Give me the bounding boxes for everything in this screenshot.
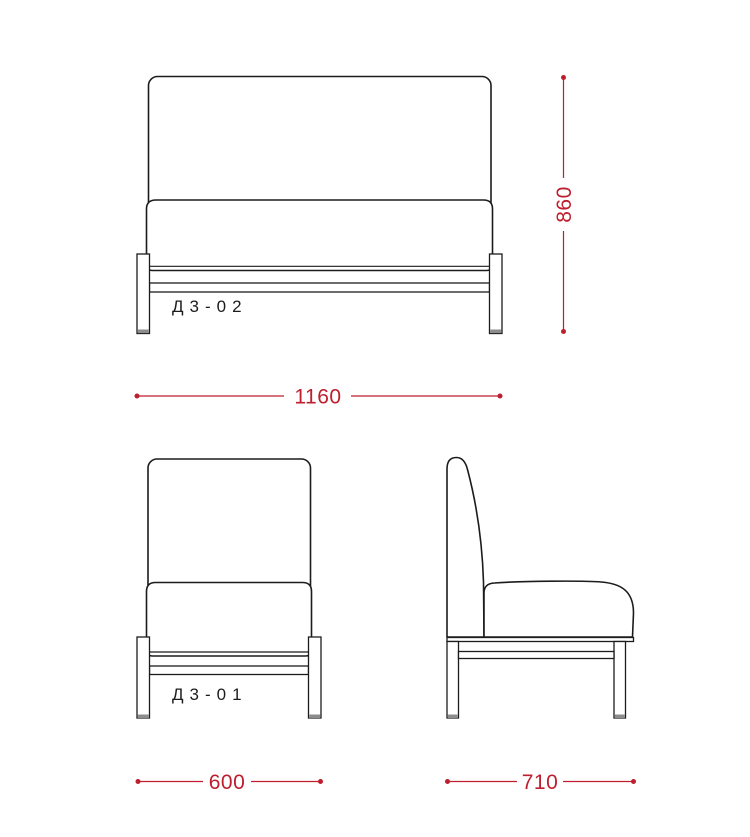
- chair-leg-right: [309, 637, 322, 718]
- sofa-width-value: 1160: [294, 385, 342, 409]
- dimension-overall-height: [550, 75, 577, 334]
- side-seat-cushion: [484, 581, 634, 637]
- depth-value: 710: [521, 771, 559, 794]
- overall-height-value: 860: [553, 186, 576, 223]
- chair-foot-right: [309, 715, 320, 719]
- dimension-endpoint-dot: [561, 75, 566, 80]
- chair-front-view: [137, 459, 321, 718]
- sofa-front-view: [137, 77, 502, 334]
- side-foot-rear: [615, 715, 625, 719]
- chair-foot-left: [138, 715, 149, 719]
- chair-width-value: 600: [208, 771, 246, 794]
- chair-model-label: Д3-01: [172, 685, 248, 704]
- sofa-foot-right: [490, 330, 501, 334]
- side-foot-front: [448, 715, 458, 719]
- chair-backrest: [148, 459, 311, 601]
- dimension-sofa-width: [135, 383, 503, 409]
- dimension-endpoint-dot: [561, 329, 566, 334]
- sofa-model-label: Д3-02: [172, 297, 248, 316]
- sofa-frame-crossbar: [150, 283, 490, 292]
- dimension-endpoint-dot: [631, 779, 636, 784]
- dimension-depth: [445, 769, 636, 794]
- sofa-leg-left: [137, 254, 150, 334]
- side-frame-crossbar: [459, 652, 615, 659]
- chair-leg-left: [137, 637, 150, 718]
- sofa-leg-right: [490, 254, 503, 334]
- side-backrest: [447, 458, 484, 638]
- sofa-backrest: [149, 77, 492, 219]
- dimension-endpoint-dot: [318, 779, 323, 784]
- dimension-endpoint-dot: [135, 394, 140, 399]
- side-frame-top-rail: [447, 638, 634, 642]
- side-leg-front: [447, 642, 459, 719]
- chair-frame-crossbar: [150, 666, 309, 675]
- dimension-chair-width: [136, 769, 324, 794]
- dimension-endpoint-dot: [136, 779, 141, 784]
- side-view: [447, 458, 634, 719]
- dimension-endpoint-dot: [445, 779, 450, 784]
- sofa-foot-left: [138, 330, 149, 334]
- chair-seat-cushion: [147, 583, 312, 657]
- sofa-seat-cushion: [147, 200, 493, 271]
- dimension-endpoint-dot: [498, 394, 503, 399]
- side-leg-rear: [614, 642, 626, 719]
